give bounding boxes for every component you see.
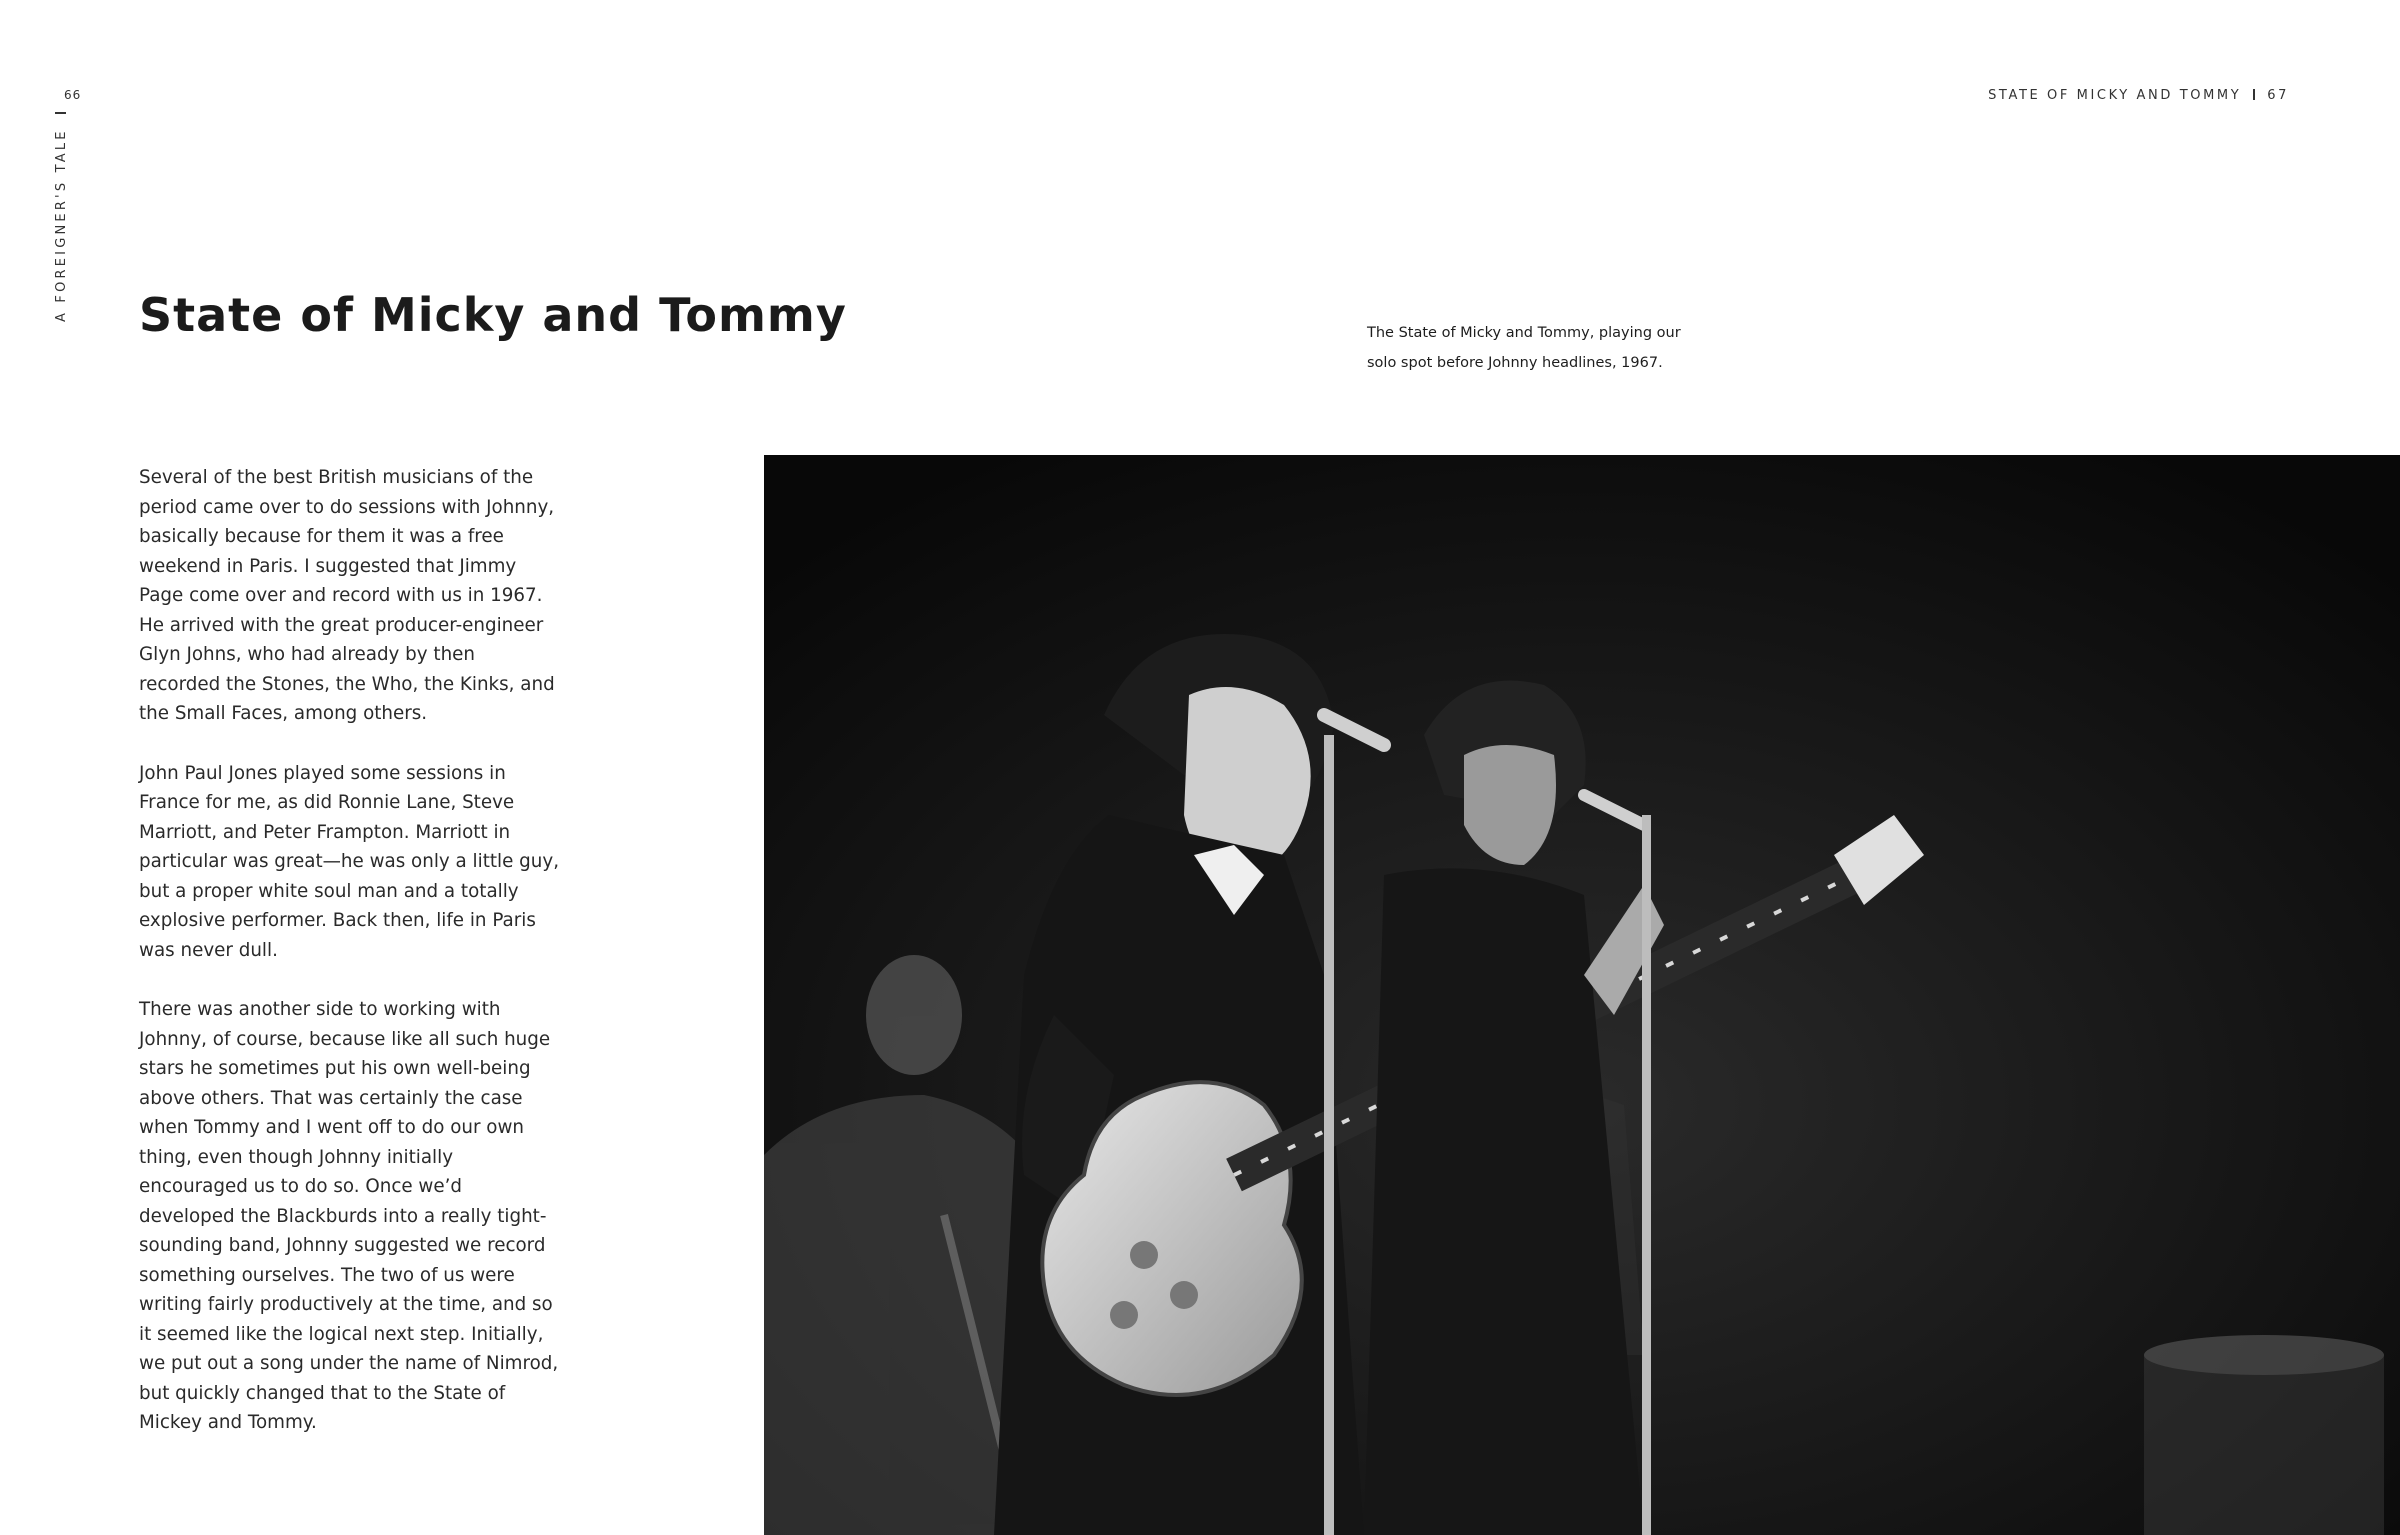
divider-bar (55, 112, 66, 114)
concert-photo (764, 455, 2400, 1535)
paragraph: John Paul Jones played some sessions in France for me, as did Ronnie Lane, Steve Marriott, and Peter Frampton. Marriott in particular was great—he was only a little guy, but a proper white soul man and a totally explosive performer. Back then, life in Paris was never dull. (139, 762, 560, 961)
page-number-right: 67 (2267, 88, 2289, 103)
chapter-title: State of Micky and Tommy (139, 288, 847, 342)
drum-kit (2144, 1335, 2384, 1535)
photo-caption: The State of Micky and Tommy, playing our solo spot before Johnny headlines, 1967. (1367, 325, 1681, 371)
running-head-right (1988, 88, 2289, 103)
running-head-left (54, 112, 69, 322)
body-text (139, 463, 559, 1468)
divider-bar (2253, 89, 2255, 100)
running-head-right-text: STATE OF MICKY AND TOMMY (1988, 88, 2242, 103)
page-number-left: 66 (64, 88, 82, 102)
concert-photo-illustration (764, 455, 2400, 1535)
running-head-left-text: A FOREIGNER'S TALE (54, 128, 69, 322)
paragraph: There was another side to working with Johnny, of course, because like all such huge stars he sometimes put his own well-being above others. That was certainly the case when Tommy and I went off to do our own thing, even though Johnny initially encouraged us to do so. Once we’d developed the Blackburds into a really tight-sounding band, Johnny suggested we record something ourselves. The two of us were writing fairly productively at the time, and so it seemed like the logical next step. Initially, we put out a song under the name of Nimrod, but quickly changed that to the State of Mickey and Tommy. (139, 999, 559, 1433)
paragraph: Several of the best British musicians of the period came over to do sessions with Johnny, basically because for them it was a free weekend in Paris. I suggested that Jimmy Page come over and record with us in 1967. He arrived with the great producer-engineer Glyn Johns, who had already by then recorded the Stones, the Who, the Kinks, and the Small Faces, among others. (139, 467, 555, 724)
